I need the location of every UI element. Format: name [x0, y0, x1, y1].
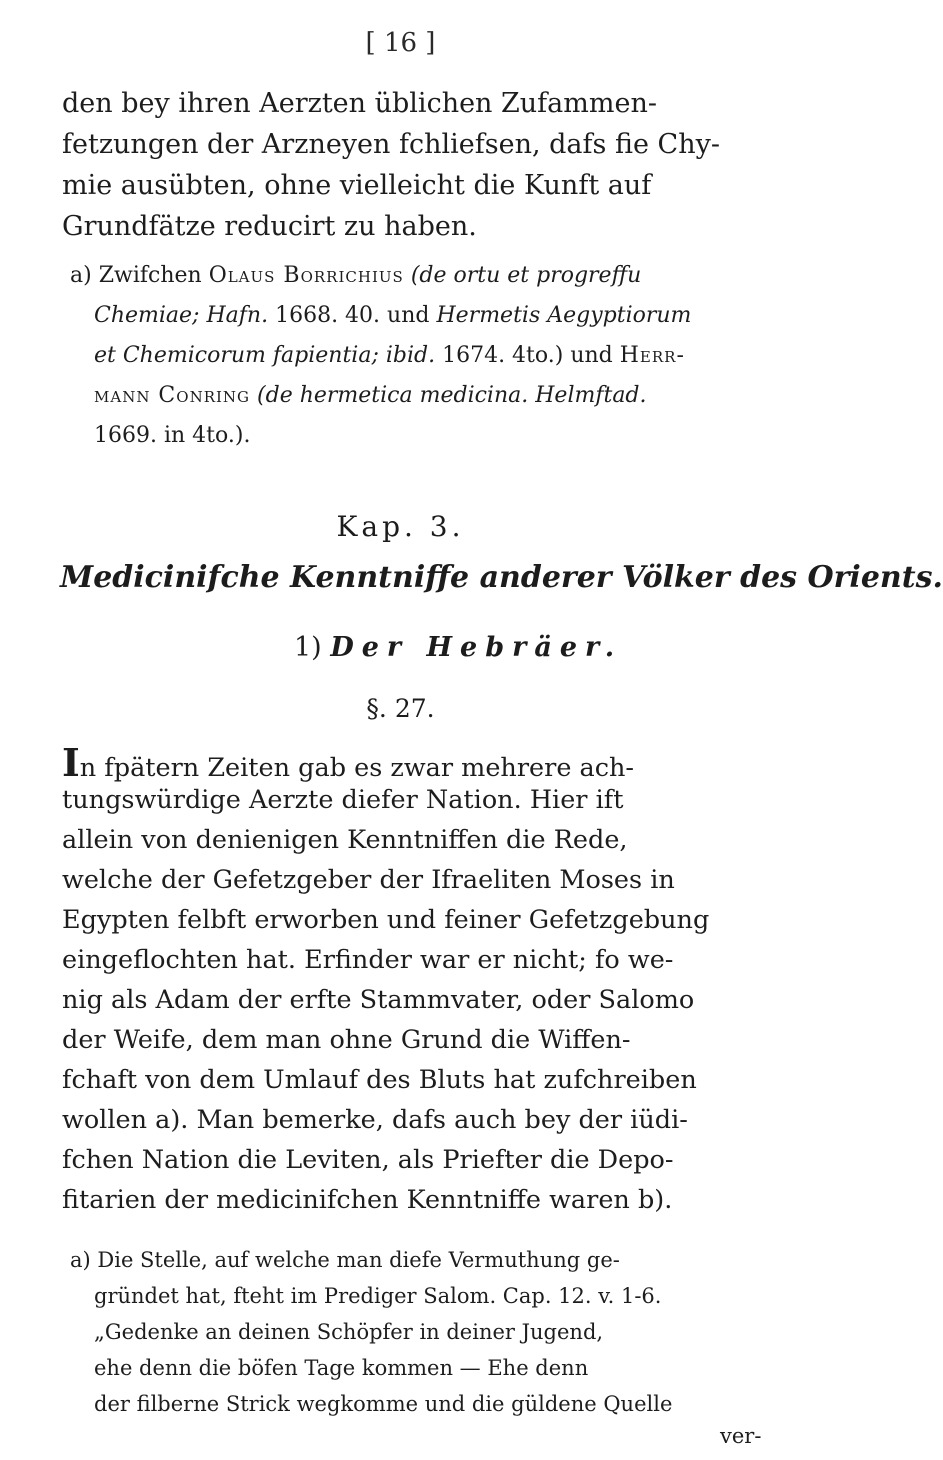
body-line: fitarien der medicinifchen Kenntniffe waren b).	[62, 1185, 673, 1215]
body-line: der Weife, dem man ohne Grund die Wiffen-	[62, 1025, 631, 1055]
section-subheading	[294, 632, 622, 663]
intro-line: fetzungen der Arzneyen fchliefsen, dafs fie Chy-	[62, 129, 720, 160]
body-line: In fpätern Zeiten gab es zwar mehrere ach-	[62, 740, 635, 785]
initial-letter: I	[62, 740, 80, 785]
footnote-line: a) Die Stelle, auf welche man diefe Vermuthung ge-	[70, 1248, 620, 1272]
intro-line: mie ausübten, ohne vielleicht die Kunft auf	[62, 170, 652, 201]
author-name: Olaus Borrichius	[208, 263, 404, 288]
body-line: Egypten felbft erworben und feiner Gefetzgebung	[62, 905, 710, 935]
body-line: fchen Nation die Leviten, als Priefter die Depo-	[62, 1145, 674, 1175]
body-line: eingeflochten hat. Erfinder war er nicht; fo we-	[62, 945, 674, 975]
body-line: wollen a). Man bemerke, dafs auch bey der iüdi-	[62, 1105, 688, 1135]
note-line: mann Conring (de hermetica medicina. Helmftad.	[94, 383, 647, 408]
author-name: mann Conring	[94, 383, 251, 408]
chapter-title: Medicinifche Kenntniffe anderer Völker des Orients.	[60, 560, 943, 595]
subheading-text: Der Hebräer.	[330, 632, 623, 663]
paragraph-number: §. 27.	[366, 694, 435, 723]
body-line: welche der Gefetzgeber der Ifraeliten Moses in	[62, 865, 675, 895]
body-line: fchaft von dem Umlauf des Bluts hat zufchreiben	[62, 1065, 697, 1095]
body-line: nig als Adam der erfte Stammvater, oder Salomo	[62, 985, 695, 1015]
footnote-line: gründet hat, fteht im Prediger Salom. Cap. 12. v. 1-6.	[94, 1284, 662, 1308]
catchword: ver-	[720, 1424, 762, 1448]
body-line: tungswürdige Aerzte diefer Nation. Hier ift	[62, 785, 624, 815]
page-number: [ 16 ]	[365, 28, 436, 58]
subheading-number: 1)	[294, 632, 322, 663]
footnote-line: ehe denn die böfen Tage kommen — Ehe denn	[94, 1356, 589, 1380]
footnote-line: „Gedenke an deinen Schöpfer in deiner Jugend,	[94, 1320, 604, 1344]
note-line: a) Zwifchen Olaus Borrichius (de ortu et progreffu	[70, 263, 642, 288]
intro-line: den bey ihren Aerzten üblichen Zufammen-	[62, 88, 657, 119]
body-line: allein von denienigen Kenntniffen die Rede,	[62, 825, 628, 855]
footnote-line: der filberne Strick wegkomme und die güldene Quelle	[94, 1392, 673, 1416]
chapter-number: Kap. 3.	[336, 510, 465, 543]
note-marker: a)	[70, 263, 92, 288]
intro-line: Grundfätze reducirt zu haben.	[62, 211, 477, 242]
note-line: Chemiae; Hafn. 1668. 40. und Hermetis Aegyptiorum	[94, 303, 692, 328]
author-name: Herr-	[619, 343, 685, 368]
note-line: et Chemicorum fapientia; ibid. 1674. 4to.) und Herr-	[94, 343, 685, 368]
note-line: 1669. in 4to.).	[94, 423, 251, 448]
